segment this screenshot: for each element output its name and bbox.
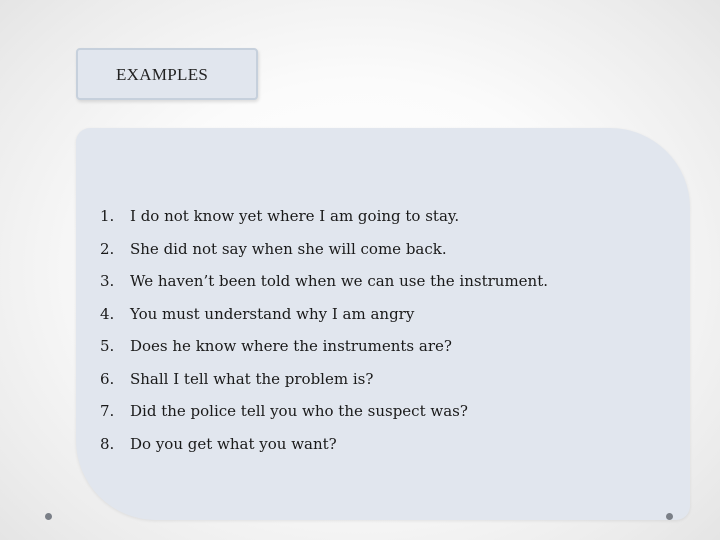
item-text: We haven’t been told when we can use the instrument. bbox=[130, 272, 549, 291]
title-box bbox=[76, 48, 258, 100]
item-text: I do not know yet where I am going to stay. bbox=[130, 207, 460, 226]
item-text: She did not say when she will come back. bbox=[130, 239, 447, 258]
list-item bbox=[100, 233, 548, 266]
list-item bbox=[100, 330, 548, 363]
list-item bbox=[100, 298, 548, 331]
item-text: You must understand why I am angry bbox=[130, 304, 415, 323]
item-number: 5. bbox=[100, 337, 115, 356]
list-item bbox=[100, 265, 548, 298]
slide-title: EXAMPLES bbox=[116, 65, 209, 84]
item-number: 6. bbox=[100, 369, 115, 388]
item-text: Do you get what you want? bbox=[130, 434, 337, 453]
item-number: 1. bbox=[100, 207, 115, 226]
item-number: 2. bbox=[100, 239, 115, 258]
list-item bbox=[100, 428, 548, 461]
decorative-dot-right bbox=[666, 513, 673, 520]
list-item bbox=[100, 395, 548, 428]
decorative-dot-left bbox=[45, 513, 52, 520]
item-text: Did the police tell you who the suspect was? bbox=[130, 402, 468, 421]
item-text: Does he know where the instruments are? bbox=[130, 337, 452, 356]
item-number: 8. bbox=[100, 434, 115, 453]
list-item bbox=[100, 200, 548, 233]
item-number: 7. bbox=[100, 402, 115, 421]
list-item bbox=[100, 363, 548, 396]
item-text: Shall I tell what the problem is? bbox=[130, 369, 374, 388]
item-number: 4. bbox=[100, 304, 115, 323]
examples-list bbox=[100, 200, 548, 460]
item-number: 3. bbox=[100, 272, 115, 291]
